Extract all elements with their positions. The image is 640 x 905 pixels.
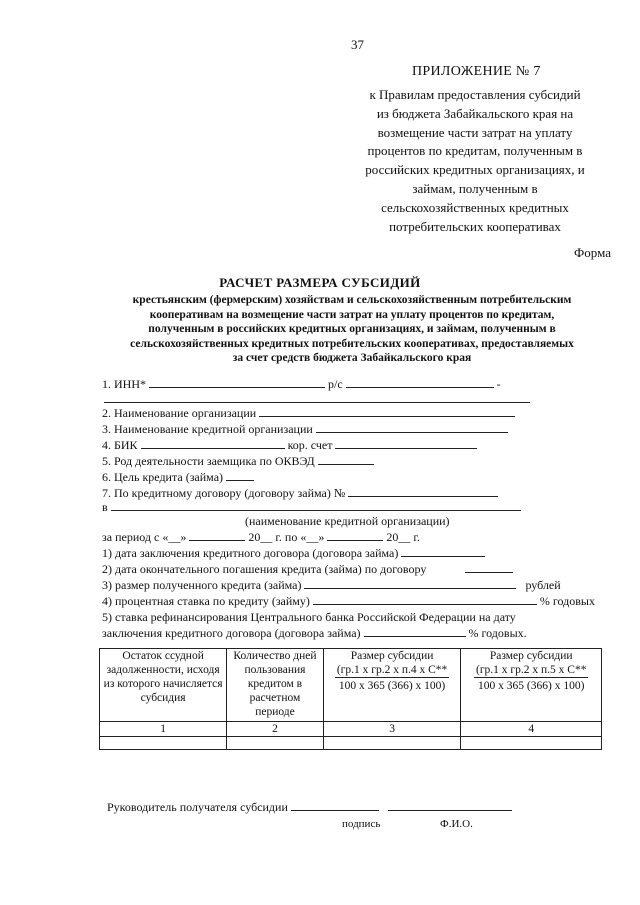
d4-field[interactable] — [313, 594, 537, 605]
col3-formula — [335, 663, 449, 693]
period-to-month-field[interactable] — [327, 530, 383, 541]
credit-org-label: 3. Наименование кредитной организации — [102, 422, 313, 436]
inn-row: 1. ИНН* р/с - — [102, 377, 501, 391]
document-subtitle — [90, 293, 614, 366]
table-col-number: 4 — [461, 722, 602, 737]
org-name-label: 2. Наименование организации — [102, 406, 257, 420]
v-label: в — [102, 500, 108, 514]
bik-label: 4. БИК — [102, 438, 138, 452]
table-col-number: 2 — [227, 722, 323, 737]
d4-label: 4) процентная ставка по кредиту (займу) — [102, 594, 310, 608]
table-col-number: 1 — [100, 722, 227, 737]
rs-label: р/с — [328, 377, 343, 391]
col4-formula — [474, 663, 588, 693]
d1-label: 1) дата заключения кредитного договора (договора займа) — [102, 546, 399, 560]
contract-number-field[interactable] — [348, 486, 498, 497]
d4-unit: % годовых — [539, 594, 595, 608]
d5-unit: % годовых. — [468, 626, 527, 640]
col3-numerator: (гр.1 х гр.2 х п.4 х С** — [336, 664, 448, 676]
goal-field[interactable] — [226, 470, 254, 481]
appendix-rules-line: потребительских кооперативах — [389, 218, 561, 234]
document-title: РАСЧЕТ РАЗМЕРА СУБСИДИЙ — [219, 275, 421, 290]
signature-head-label: Руководитель получателя субсидии — [107, 800, 288, 814]
subtitle-line: кооперативам на возмещение части затрат на уплату процентов по кредитам, — [149, 308, 555, 321]
table-header-col4 — [461, 649, 602, 722]
d5-label: 5) ставка рефинансирования Центрального банка Российской Федерации на дату — [102, 610, 516, 624]
d1-field[interactable] — [401, 546, 485, 557]
col4-title: Размер субсидии — [489, 650, 573, 662]
appendix-rules-line: российских кредитных организациях, и — [365, 162, 585, 178]
contract-label: 7. По кредитному договору (договору займа) № — [102, 486, 346, 500]
table-cell[interactable] — [461, 737, 602, 750]
col3-denominator: 100 х 365 (366) х 100) — [338, 680, 446, 692]
d2-row — [102, 562, 513, 577]
credit-org-row — [102, 422, 508, 437]
period-from-label: за период с «__» — [102, 530, 187, 544]
col3-title: Размер субсидии — [350, 650, 434, 662]
signature-field[interactable] — [291, 800, 379, 811]
kor-field[interactable] — [335, 438, 477, 449]
subtitle-line: за счет средств бюджета Забайкальского края — [232, 352, 472, 364]
appendix-rules — [340, 86, 610, 236]
subtitle-line: сельскохозяйственных кредитных потребительских кооперативах, предоставляемых — [130, 337, 574, 350]
col4-numerator: (гр.1 х гр.2 х п.5 х С** — [475, 664, 587, 676]
okved-label: 5. Род деятельности заемщика по ОКВЭД — [102, 454, 315, 468]
table-row[interactable] — [100, 737, 602, 750]
d5-label-2: заключения кредитного договора (договора займа) — [102, 626, 361, 640]
table-header-col3 — [323, 649, 461, 722]
goal-row — [102, 470, 254, 485]
table-header-row — [100, 649, 602, 722]
goal-label: 6. Цель кредита (займа) — [102, 470, 224, 484]
credit-org-name-field[interactable] — [111, 500, 521, 511]
rs-field[interactable] — [346, 377, 494, 388]
d3-field[interactable] — [304, 578, 516, 589]
d5-row — [102, 610, 516, 625]
okved-field[interactable] — [318, 454, 374, 465]
table-cell[interactable] — [323, 737, 461, 750]
subsidy-table — [99, 648, 602, 750]
signature-caption: подпись — [342, 818, 381, 830]
org-name-row — [102, 406, 515, 421]
appendix-rules-line: возмещение части затрат на уплату — [377, 124, 573, 140]
form-label: Форма — [574, 245, 611, 260]
credit-org-field[interactable] — [316, 422, 508, 433]
d3-row — [102, 578, 561, 593]
fio-field[interactable] — [388, 800, 512, 811]
okved-row — [102, 454, 374, 469]
inn-field[interactable] — [149, 377, 325, 388]
appendix-title: ПРИЛОЖЕНИЕ № 7 — [412, 64, 541, 79]
bik-field[interactable] — [141, 438, 285, 449]
d5-field[interactable] — [364, 626, 466, 637]
appendix-rules-line: процентов по кредитам, полученным в — [367, 143, 583, 159]
contract-row — [102, 486, 498, 501]
d2-label: 2) дата окончательного погашения кредита (займа) по договору — [102, 562, 427, 576]
subtitle-line: крестьянским (фермерским) хозяйствам и сельскохозяйственным потребительским — [132, 294, 572, 306]
credit-org-caption: (наименование кредитной организации) — [245, 514, 450, 528]
table-header-col2: Количество дней пользования кредитом в расчетном периоде — [227, 649, 323, 722]
table-col-number: 3 — [323, 722, 461, 737]
col4-denominator: 100 х 365 (366) х 100) — [478, 680, 585, 692]
period-year-label: 20__ г. — [386, 530, 420, 544]
d4-row — [102, 594, 595, 609]
bik-row — [102, 438, 477, 453]
d5-row-2 — [102, 626, 527, 641]
table-cell[interactable] — [100, 737, 227, 750]
fio-caption: Ф.И.О. — [440, 818, 473, 830]
d3-label: 3) размер полученного кредита (займа) — [102, 578, 302, 592]
page-number: 37 — [351, 37, 364, 52]
d1-row — [102, 546, 485, 561]
appendix-rules-line: займам, полученным в — [412, 180, 538, 196]
appendix-rules-line: к Правилам предоставления субсидий — [369, 87, 581, 102]
org-name-field[interactable] — [259, 406, 515, 417]
d3-unit: рублей — [525, 578, 561, 592]
kor-label: кор. счет — [287, 438, 333, 452]
v-row — [102, 500, 521, 515]
inn-label: 1. ИНН* — [102, 377, 146, 391]
signature-row — [107, 800, 512, 815]
period-row — [102, 530, 420, 545]
appendix-rules-line: сельскохозяйственных кредитных — [381, 199, 569, 215]
inn-continuation-line[interactable] — [104, 402, 530, 403]
table-cell[interactable] — [227, 737, 323, 750]
table-number-row — [100, 722, 602, 737]
period-from-month-field[interactable] — [189, 530, 245, 541]
period-to-label: 20__ г. по «__» — [248, 530, 325, 544]
d2-field[interactable] — [465, 562, 513, 573]
appendix-rules-line: из бюджета Забайкальского края на — [376, 105, 574, 121]
subtitle-line: полученным в российских кредитных организациях, и займам, полученным в — [148, 323, 556, 335]
table-header-col1: Остаток ссудной задолженности, исходя из которого начисляется субсидия — [100, 649, 227, 722]
